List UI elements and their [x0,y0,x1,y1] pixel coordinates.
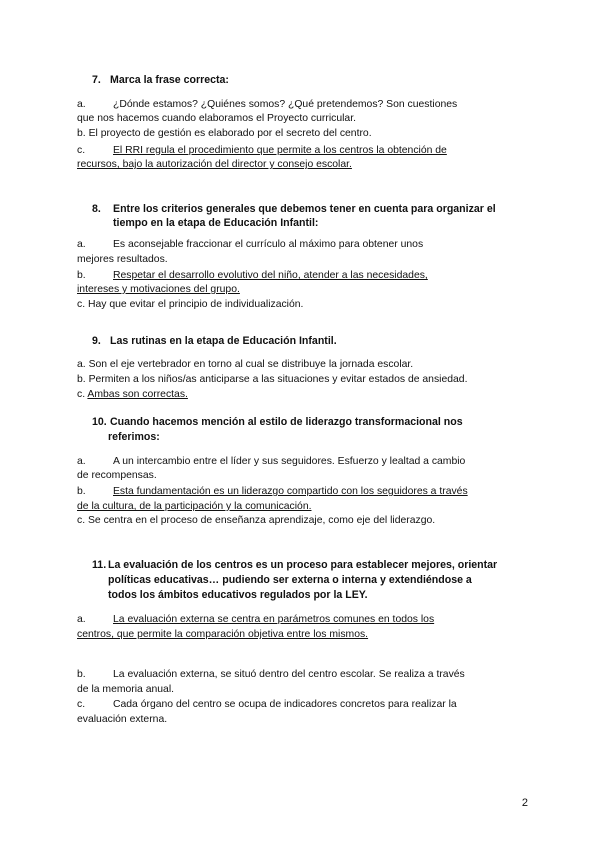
question-11-option-a: a. La evaluación externa se centra en parámetros comunes en todos los [77,614,435,625]
question-8-title: 8. Entre los criterios generales que debemos tener en cuenta para organizar el [92,203,496,215]
question-10-title: 10. Cuando hacemos mención al estilo de liderazgo transformacional nos [92,416,463,428]
question-8-option-b: b. Respetar el desarrollo evolutivo del niño, atender a las necesidades, [77,270,428,281]
page-number: 2 [521,797,528,809]
question-7-option-a-cont: que nos hacemos cuando elaboramos el Proyecto curricular. [77,113,356,124]
question-9-option-c: c. Ambas son correctas. [77,389,188,400]
question-10-option-b: b. Esta fundamentación es un liderazgo compartido con los seguidores a través [77,486,468,497]
question-7-option-a: a. ¿Dónde estamos? ¿Quiénes somos? ¿Qué pretendemos? Son cuestiones [77,99,458,110]
question-7-option-b: b. El proyecto de gestión es elaborado por el secreto del centro. [77,128,372,139]
question-9-title: 9. Las rutinas en la etapa de Educación Infantil. [92,335,337,347]
question-11-option-c: c. Cada órgano del centro se ocupa de indicadores concretos para realizar la [77,699,457,710]
question-8-option-b-cont: intereses y motivaciones del grupo. [77,284,240,295]
question-8-option-a-cont: mejores resultados. [77,254,168,265]
question-7-option-c-cont: recursos, bajo la autorización del director y consejo escolar. [77,159,352,170]
question-10-title-cont: referimos: [108,431,160,443]
question-11-title: 11. La evaluación de los centros es un proceso para establecer mejores, orientar [92,559,498,571]
question-11-option-a-cont: centros, que permite la comparación objetiva entre los mismos. [77,629,369,640]
question-11-option-b: b. La evaluación externa, se situó dentro del centro escolar. Se realiza a través [77,669,465,680]
question-10-option-a: a. A un intercambio entre el líder y sus seguidores. Esfuerzo y lealtad a cambio [77,456,466,467]
question-11-option-c-cont: evaluación externa. [77,714,168,725]
question-11-title-cont-2: todos los ámbitos educativos regulados por la LEY. [108,589,368,601]
question-8-title-cont: tiempo en la etapa de Educación Infantil: [113,217,319,229]
question-9-option-a: a. Son el eje vertebrador en torno al cual se distribuye la jornada escolar. [77,359,414,370]
question-10-option-b-cont: de la cultura, de la participación y la comunicación. [77,501,312,512]
question-7-title: 7. Marca la frase correcta: [92,74,229,86]
question-7-option-c: c. El RRI regula el procedimiento que permite a los centros la obtención de [77,145,447,156]
question-8-option-c: c. Hay que evitar el principio de individualización. [77,299,304,310]
question-10-option-c: c. Se centra en el proceso de enseñanza aprendizaje, como eje del liderazgo. [77,515,436,526]
question-8-option-a: a. Es aconsejable fraccionar el currículo al máximo para obtener unos [77,239,424,250]
question-11-option-b-cont: de la memoria anual. [77,684,175,695]
question-9-option-b: b. Permiten a los niños/as anticiparse a las situaciones y evitar estados de ansiedad. [77,374,468,385]
question-11-title-cont-1: políticas educativas… pudiendo ser externa o interna y extendiéndose a [108,574,472,586]
question-10-option-a-cont: de recompensas. [77,470,157,481]
